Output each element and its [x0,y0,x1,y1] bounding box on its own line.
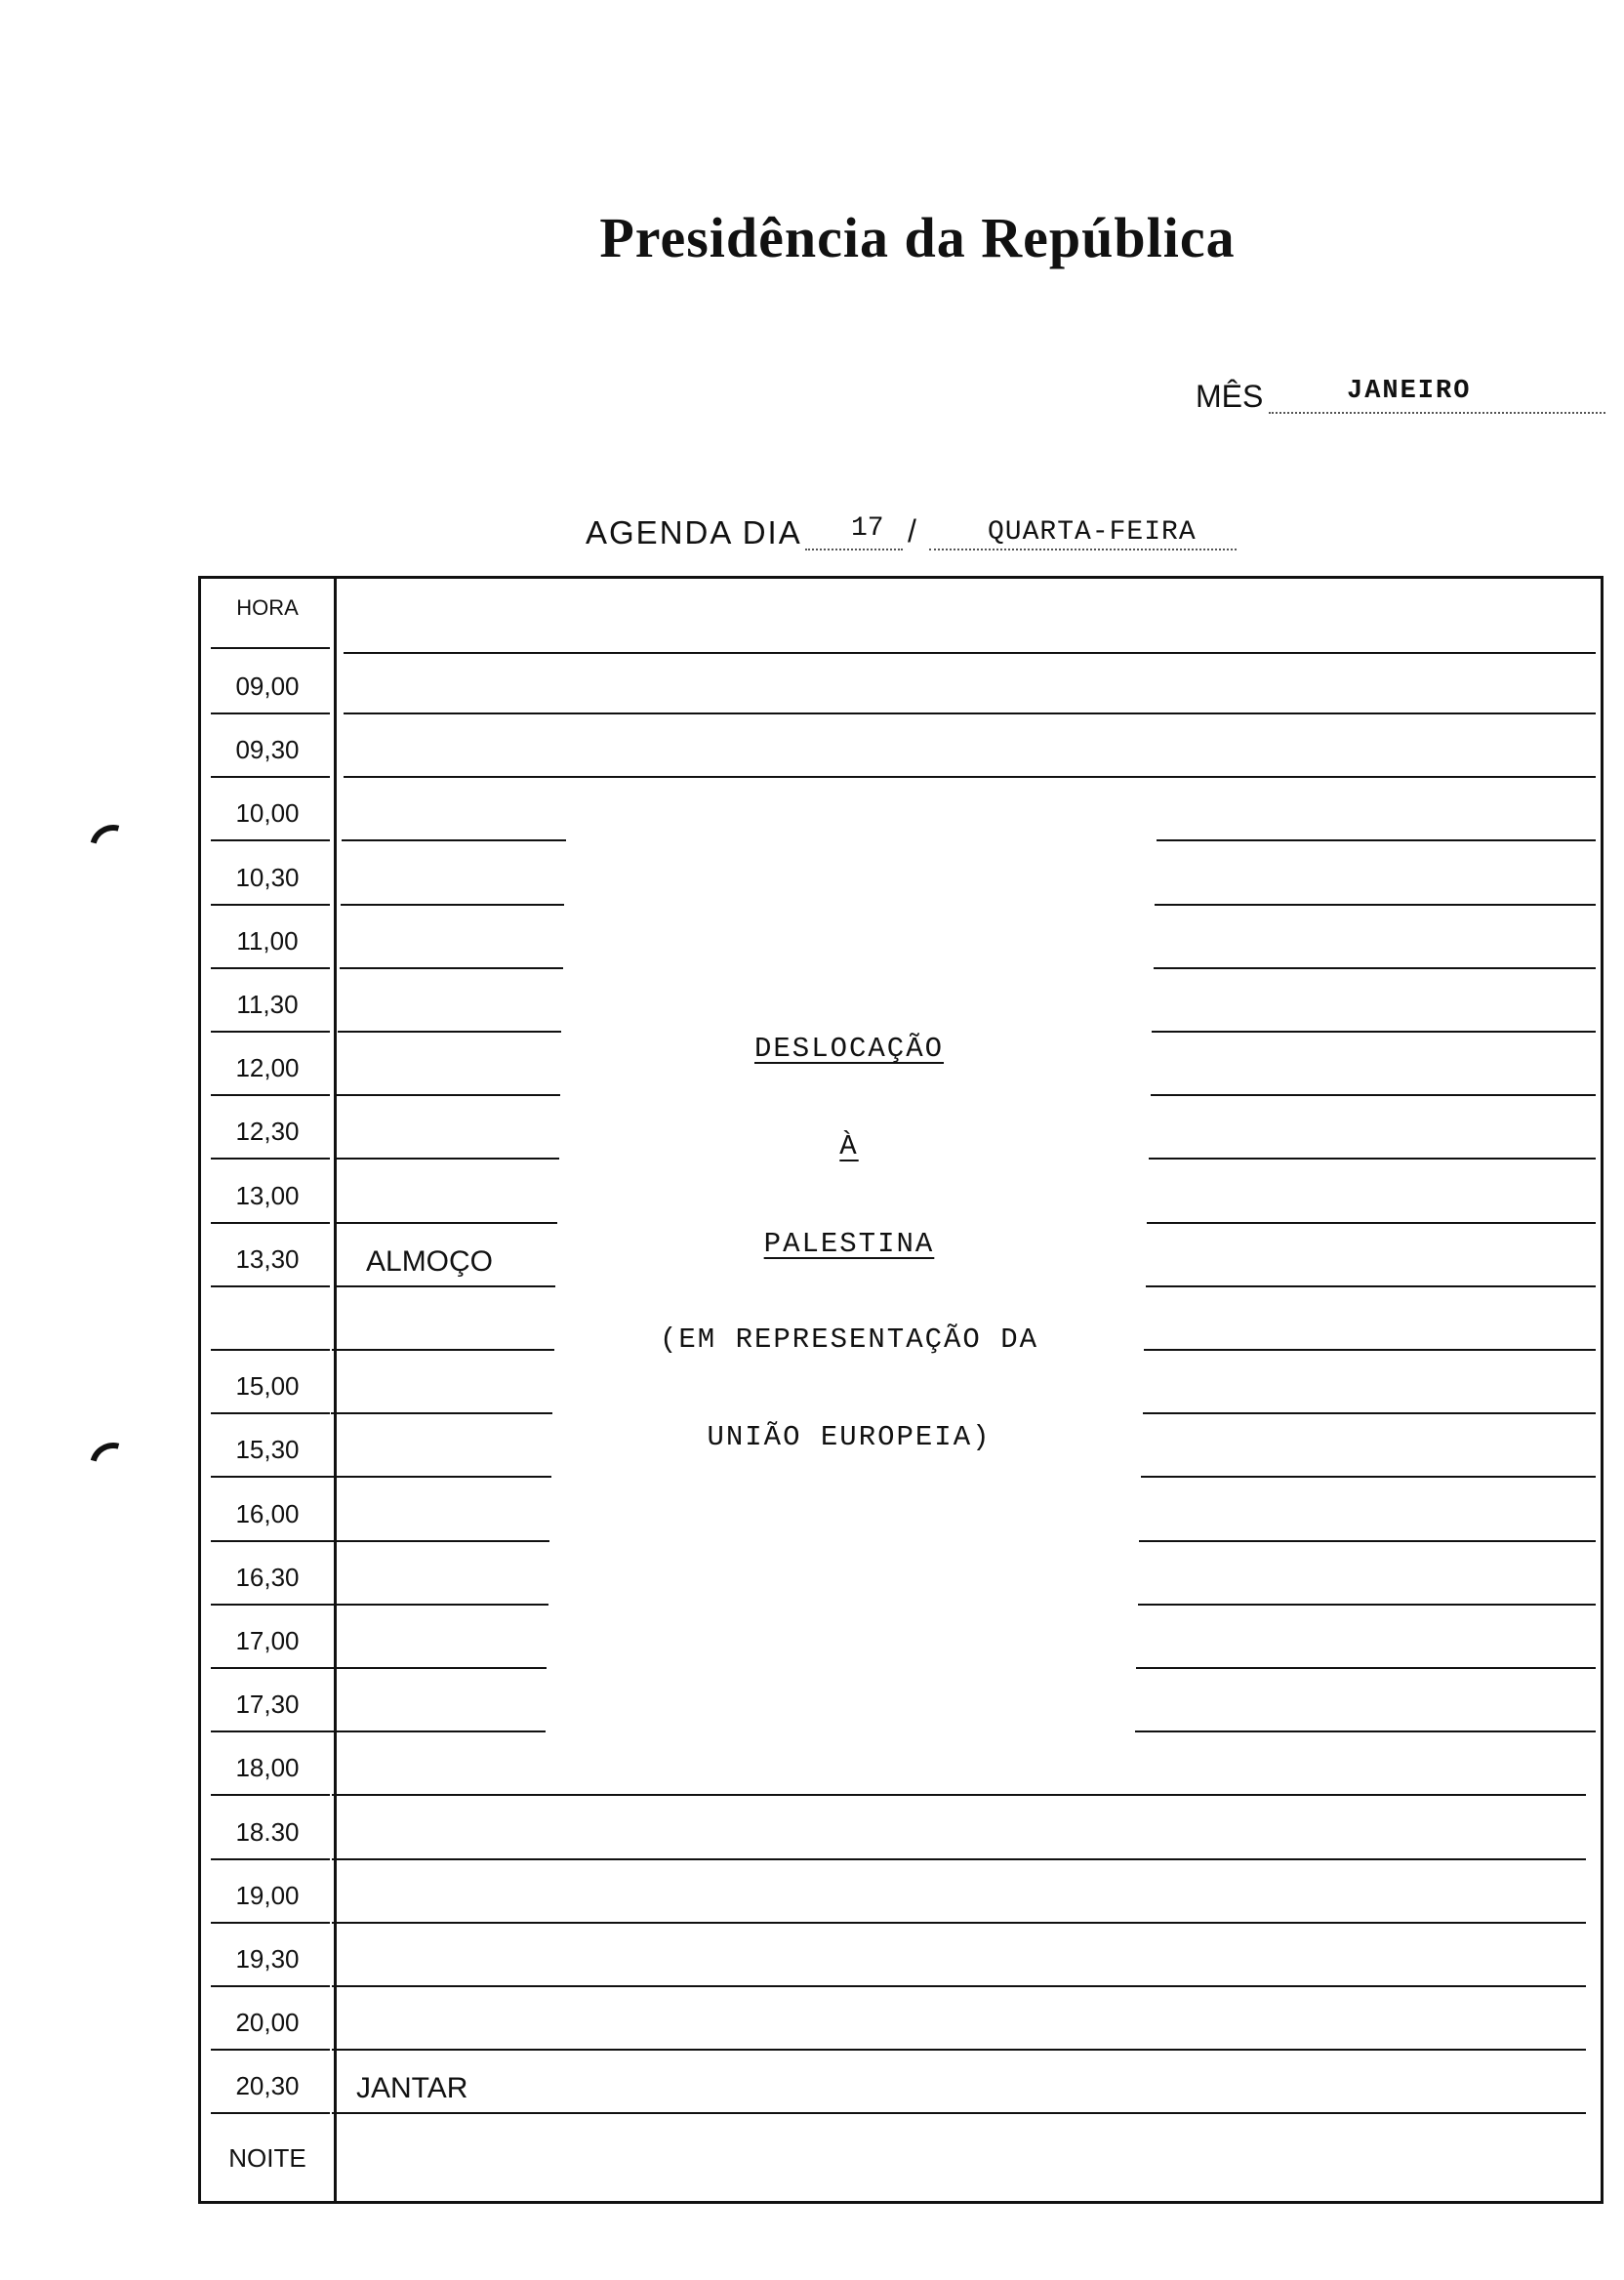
hour-label: 10,00 [235,798,300,829]
agenda-label: AGENDA DIA [586,514,802,550]
schedule-row-line [1143,1412,1596,1414]
schedule-row-line [332,1922,1586,1924]
hour-row-line [211,1730,330,1732]
hour-row-line [211,1985,330,1987]
hour-row-line [211,1476,330,1478]
hour-row-line [211,1031,330,1033]
hour-column-divider [334,579,337,2201]
hour-label: 20,30 [235,2071,300,2101]
hour-row-line [211,1922,330,1924]
event-title-line-1: DESLOCAÇÃO [753,1033,945,1065]
schedule-row-line [342,839,566,841]
hour-row-line [211,1540,330,1542]
hour-label: 15,00 [235,1371,300,1402]
schedule-row-line [1144,1349,1596,1351]
hour-row-line [211,2112,330,2114]
hour-label: 17,30 [235,1690,300,1720]
hour-label: 09,00 [235,672,300,701]
hour-label: 12,00 [235,1053,300,1083]
schedule-row-line [326,1667,547,1669]
month-field [1196,371,1605,420]
schedule-row-line [344,776,1596,778]
hour-label: 16,00 [235,1498,300,1528]
hour-row-line [211,776,330,778]
event-title-line-2: À [839,1130,859,1162]
schedule-row-line [1136,1667,1596,1669]
month-label: MÊS [1196,379,1264,414]
schedule-row-line [335,1222,557,1224]
hour-label: 15,30 [235,1435,300,1465]
hour-row-line [211,1222,330,1224]
schedule-row-line [332,1985,1586,1987]
hour-label: 12,30 [235,1117,300,1147]
schedule-row-line [1151,1094,1596,1096]
schedule-row-line [344,712,1596,714]
hour-label: 11,30 [236,990,299,1019]
weekday-value: QUARTA-FEIRA [988,517,1197,548]
hour-label: NOITE [228,2142,306,2173]
hour-label: 20,00 [235,2008,300,2038]
schedule-row-line [1141,1476,1596,1478]
hour-label: 19,30 [235,1944,300,1974]
schedule-row-line [1147,1222,1596,1224]
hour-row-line [211,647,330,649]
hour-label: 13,30 [235,1243,300,1274]
event-title-line-3: PALESTINA [763,1228,935,1260]
day-value: 17 [851,513,884,544]
day-dotted-line [805,549,903,550]
schedule-row-line [332,1349,554,1351]
date-slash: / [908,513,916,549]
hour-row-line [211,1858,330,1860]
punch-hole-mark-top [81,816,145,880]
hour-label: 19,00 [235,1880,300,1910]
month-dotted-line [1269,412,1605,414]
hour-row-line [211,1349,330,1351]
agenda-table-frame [198,576,1604,2204]
hour-label: 09,30 [235,735,300,765]
schedule-row-line [334,1285,556,1287]
hour-label: 13,00 [235,1180,300,1210]
event-dinner: JANTAR [356,2072,468,2104]
hour-row-line [211,1604,330,1606]
schedule-row-line [341,904,565,906]
schedule-row-line [330,1476,551,1478]
schedule-row-line [328,1604,548,1606]
hour-row-line [211,839,330,841]
hour-row-line [211,904,330,906]
hour-label: 18,00 [235,1753,300,1783]
hour-row-line [211,1285,330,1287]
punch-hole-mark-bottom [81,1434,145,1498]
hour-label: 18.30 [235,1816,300,1847]
hora-header: HORA [236,595,299,620]
agenda-day-field [586,509,1249,558]
schedule-row-line [332,2049,1586,2051]
event-lunch: ALMOÇO [366,1245,494,1278]
event-title-line-5: UNIÃO EUROPEIA) [707,1421,992,1453]
schedule-row-line [331,1412,552,1414]
schedule-row-line [1152,1031,1596,1033]
hour-row-line [211,2049,330,2051]
hour-label: 11,00 [236,925,299,956]
schedule-row-line [329,1540,550,1542]
schedule-row-line [338,1031,561,1033]
hour-row-line [211,1094,330,1096]
schedule-row-line [1149,1158,1596,1160]
month-value: JANEIRO [1347,377,1472,406]
hour-row-line [211,1667,330,1669]
hour-label: 10,30 [235,862,300,892]
schedule-row-line [1157,839,1596,841]
schedule-row-line [332,1794,1586,1796]
schedule-row-line [332,2112,1586,2114]
event-title-line-4: (EM REPRESENTAÇÃO DA [659,1323,1039,1356]
schedule-row-line [336,1158,559,1160]
schedule-row-line [1135,1730,1596,1732]
page-title: Presidência da República [599,206,1236,269]
hour-row-line [211,712,330,714]
schedule-row-line [325,1730,546,1732]
schedule-row-line [1154,967,1596,969]
hour-row-line [211,1158,330,1160]
hour-row-line [211,1412,330,1414]
hour-label: 16,30 [235,1562,300,1592]
hour-label: 17,00 [235,1626,300,1655]
schedule-row-line [1146,1285,1596,1287]
schedule-row-line [344,652,1596,654]
schedule-row-line [1155,904,1596,906]
schedule-row-line [1138,1604,1596,1606]
weekday-dotted-line [929,549,1237,550]
hour-row-line [211,967,330,969]
schedule-row-line [337,1094,560,1096]
hour-row-line [211,1794,330,1796]
schedule-row-line [340,967,563,969]
schedule-row-line [1139,1540,1596,1542]
schedule-row-line [332,1858,1586,1860]
